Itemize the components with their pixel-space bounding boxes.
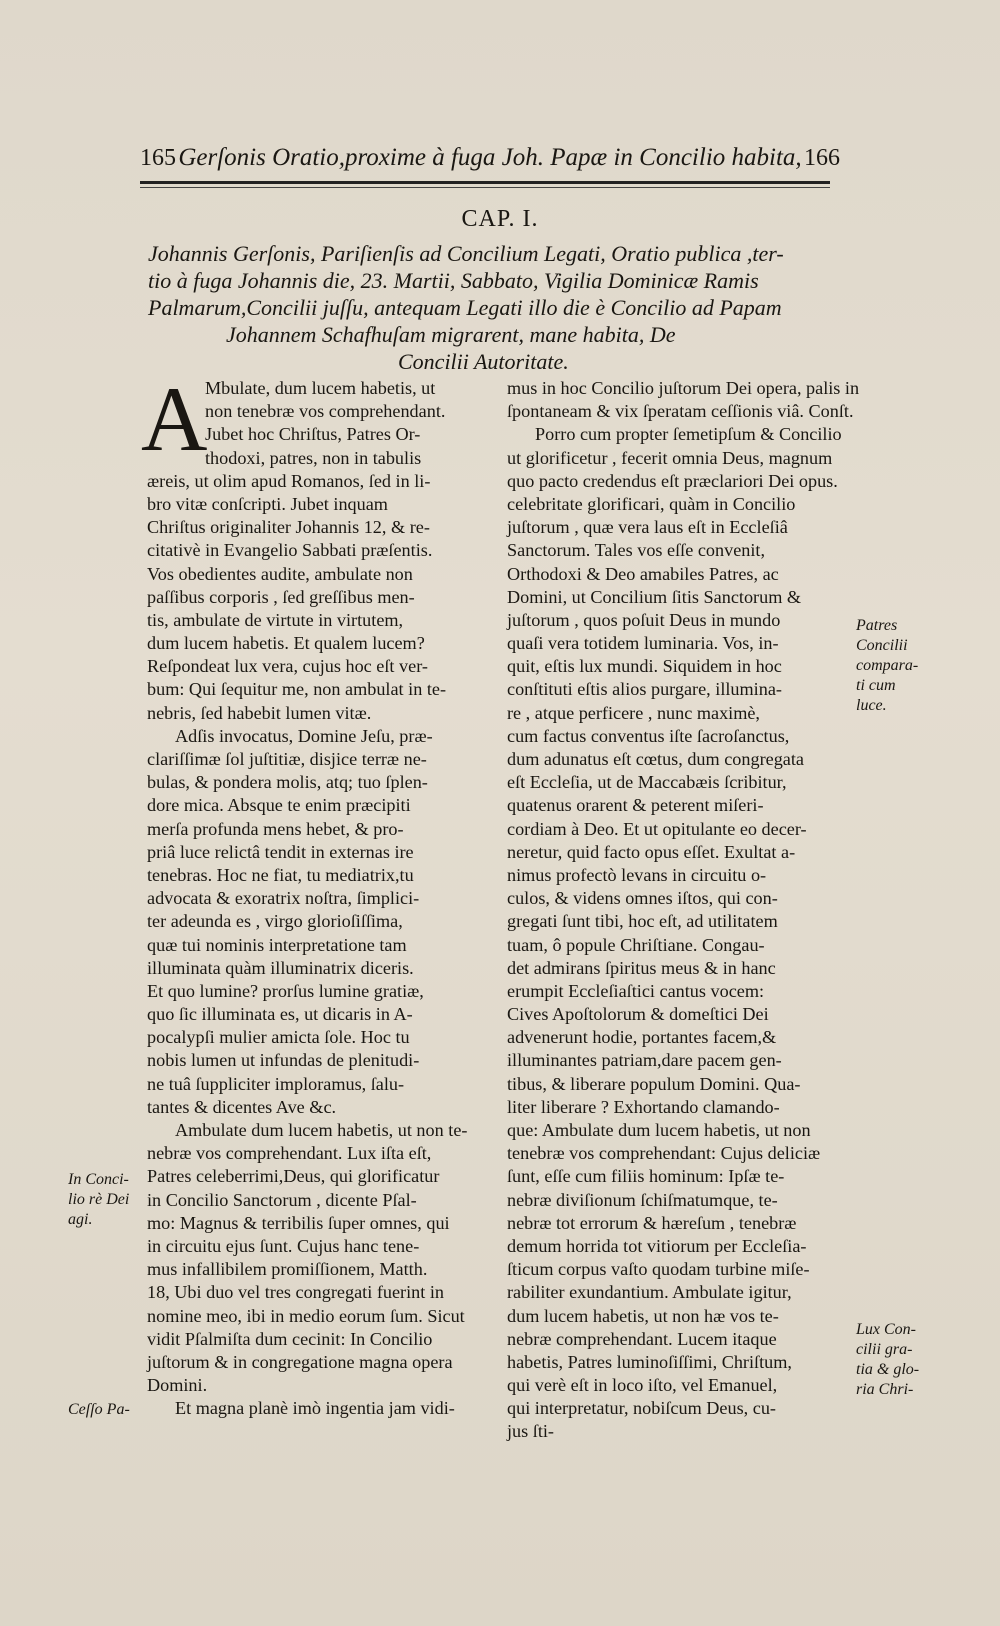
text-line: que: Ambulate dum lucem habetis, ut non (507, 1120, 811, 1140)
text-line: dum lucem habetis. Et qualem lucem? (147, 633, 425, 654)
text-line: juſtorum , quæ vera laus eſt in Eccleſiâ (507, 517, 788, 538)
text-line: ſpontaneam & vix ſperatam ceſſionis viâ. Conſt. (507, 401, 854, 422)
text-line: demum horrida tot vitiorum per Eccleſia- (507, 1235, 807, 1256)
text-line: juſtorum & in congregatione magna opera (147, 1351, 453, 1372)
heading-line: Johannis Gerſonis, Pariſienſis ad Concilium Legati, Oratio publica ,ter- (148, 241, 784, 266)
margin-note-line: Concilii (856, 637, 908, 654)
margin-note-line: Lux Con- (856, 1321, 916, 1338)
text-line: ter adeunda es , virgo glorioſiſſima, (147, 911, 403, 932)
text-line: Cives Apoſtolorum & domeſtici Dei (507, 1004, 769, 1025)
text-line: paſſibus corporis , ſed greſſibus men- (147, 586, 415, 607)
text-line: dum adunatus eſt cœtus, dum congregata (507, 749, 804, 769)
margin-note-line: tia & glo- (856, 1361, 920, 1378)
text-line: nimus profectò levans in circuitu o- (507, 864, 767, 885)
text-line: mus in hoc Concilio juſtorum Dei opera, palis in (507, 378, 860, 398)
text-line: nebræ vos comprehendant. Lux iſta eſt, (147, 1143, 432, 1164)
text-line: Reſpondeat lux vera, cujus hoc eſt ver- (147, 656, 428, 677)
text-line: gregati ſunt tibi, hoc eſt, ad utilitatem (507, 911, 778, 932)
text-line: Patres celeberrimi,Deus, qui glorificatur (147, 1166, 440, 1187)
margin-note-line: compara- (856, 657, 919, 674)
margin-note-line: cilii gra- (856, 1341, 913, 1358)
text-line: merſa profunda mens hebet, & pro- (147, 818, 404, 839)
text-line: re , atque perficere , nunc maximè, (507, 702, 760, 723)
text-line: erumpit Eccleſiaſtici cantus vocem: (507, 980, 765, 1001)
text-line: quit, eſtis lux mundi. Siquidem in hoc (507, 656, 782, 677)
text-line: bulas, & pondera molis, atq; tuo ſplen- (147, 772, 428, 793)
text-line: qui verè eſt in loco iſto, vel Emanuel, (507, 1375, 778, 1396)
text-line: illuminantes patriam,dare pacem gen- (507, 1050, 782, 1071)
text-line: illuminata quàm illuminatrix diceris. (147, 957, 414, 978)
text-line: Orthodoxi & Deo amabiles Patres, ac (507, 563, 779, 584)
margin-note-left-1 (68, 1170, 146, 1230)
text-line: mo: Magnus & terribilis ſuper omnes, qui (147, 1212, 450, 1233)
page-number-left: 165 (140, 144, 176, 171)
heading-line: Palmarum,Concilii juſſu, antequam Legati illo die è Concilio ad Papam (148, 295, 782, 320)
drop-cap: A (141, 368, 208, 470)
text-line: habetis, Patres luminoſiſſimi, Chriſtum, (507, 1351, 792, 1372)
text-line: quaſi vera totidem luminaria. Vos, in- (507, 633, 779, 654)
text-line: ne tuâ ſuppliciter imploramus, ſalu- (147, 1073, 405, 1094)
heading-line: tio à fuga Johannis die, 23. Martii, Sabbato, Vigilia Dominicæ Ramis (148, 268, 759, 293)
text-line: ſunt, eſſe cum filiis hominum: Ipſæ te- (507, 1166, 785, 1187)
margin-note-line: In Conci- (68, 1171, 129, 1188)
text-line: culos, & videns omnes iſtos, qui con- (507, 888, 778, 909)
text-line: in circuitu ejus ſunt. Cujus hanc tene- (147, 1235, 420, 1256)
text-line: in Concilio Sanctorum , dicente Pſal- (147, 1189, 417, 1210)
text-line: jus ſti- (507, 1421, 554, 1442)
running-title: Gerſonis Oratio,proxime à fuga Joh. Papæ in Concilio habita, (178, 144, 802, 171)
text-line: conſtituti eſtis alios purgare, illumina- (507, 679, 782, 700)
text-line: cordiam à Deo. Et ut opitulante eo decer- (507, 818, 807, 839)
text-line: Et magna planè imò ingentia jam vidi- (175, 1398, 455, 1419)
text-line: cum factus conventus iſte ſacroſanctus, (507, 725, 790, 746)
heading-line: Johannem Schafhuſam migrarent, mane habita, De (226, 322, 676, 347)
margin-note-line: ria Chri- (856, 1381, 914, 1398)
text-line: tis, ambulate de virtute in virtutem, (147, 609, 404, 630)
text-line: liter liberare ? Exhortando clamando- (507, 1096, 780, 1117)
margin-note-right-1 (856, 616, 936, 716)
chapter-label: CAP. I. (461, 206, 539, 232)
text-line: Porro cum propter ſemetipſum & Concilio (535, 424, 842, 445)
text-line: nebræ tot errorum & hæreſum , tenebræ (507, 1212, 797, 1233)
text-line: bum: Qui ſequitur me, non ambulat in te- (147, 679, 447, 700)
header-rule-thin (140, 187, 830, 188)
text-line: quæ tui nominis interpretatione tam (147, 934, 407, 955)
margin-note-line: agi. (68, 1211, 93, 1228)
text-line: Vos obedientes audite, ambulate non (147, 563, 413, 584)
text-line: quo ſic illuminata es, ut dicaris in A- (147, 1004, 413, 1025)
text-line: vidit Pſalmiſta dum cecinit: In Concilio (147, 1328, 433, 1349)
heading-line: Concilii Autoritate. (398, 349, 569, 374)
text-line: non tenebræ vos comprehendant. (205, 401, 446, 422)
right-column (507, 377, 860, 1444)
text-line: tibus, & liberare populum Domini. Qua- (507, 1073, 801, 1094)
text-line: eſt Eccleſia, ut de Maccabæis ſcribitur, (507, 772, 787, 793)
text-line: neretur, quid facto opus eſſet. Exultat a- (507, 841, 796, 862)
text-line: Domini. (147, 1375, 208, 1396)
text-line: tenebræ vos comprehendant: Cujus deliciæ (507, 1143, 821, 1164)
text-line: det admirans ſpiritus meus & in hanc (507, 957, 776, 978)
text-line: advenerunt hodie, portantes facem,& (507, 1027, 777, 1048)
text-line: dum lucem habetis, ut non hæ vos te- (507, 1305, 779, 1326)
header-rule-thick (140, 181, 830, 184)
text-line: Adſis invocatus, Domine Jeſu, præ- (175, 725, 433, 746)
margin-note-right-2 (856, 1320, 936, 1400)
text-line: æreis, ut olim apud Romanos, ſed in li- (147, 470, 431, 491)
text-line: celebritate glorificari, quàm in Concilio (507, 493, 796, 514)
text-line: qui interpretatur, nobiſcum Deus, cu- (507, 1398, 776, 1419)
text-line: mus infallibilem promiſſionem, Matth. (147, 1259, 428, 1280)
text-line: 18, Ubi duo vel tres congregati fuerint in (147, 1282, 444, 1303)
text-line: rabiliter exundantium. Ambulate igitur, (507, 1282, 792, 1303)
text-line: quo pacto credendus eſt præclariori Dei opus. (507, 470, 838, 491)
text-line: nomine meo, ibi in medio eorum ſum. Sicut (147, 1305, 465, 1326)
running-header (140, 138, 840, 178)
margin-note-left-2 (68, 1400, 146, 1420)
text-line: Mbulate, dum lucem habetis, ut (205, 378, 436, 398)
left-column (141, 368, 487, 1420)
text-line: clariſſimæ ſol juſtitiæ, disjice terræ ne- (147, 749, 427, 769)
text-line: priâ luce relictâ tendit in externas ire (147, 841, 414, 862)
page-number-right: 166 (804, 144, 840, 171)
margin-note-line: luce. (856, 697, 887, 714)
text-line: Chriſtus originaliter Johannis 12, & re- (147, 517, 430, 538)
text-line: tenebras. Hoc ne fiat, tu mediatrix,tu (147, 864, 414, 885)
text-line: ſticum corpus vaſto quodam turbine miſe- (507, 1259, 810, 1280)
text-line: nebræ comprehendant. Lucem itaque (507, 1328, 777, 1349)
text-line: Domini, ut Concilium ſitis Sanctorum & (507, 586, 802, 607)
text-line: nebræ diviſionum ſchiſmatumque, te- (507, 1189, 778, 1210)
margin-note-line: Ceſſo Pa- (68, 1401, 130, 1418)
text-line: ut glorificetur , fecerit omnia Deus, magnum (507, 447, 833, 468)
text-line: Sanctorum. Tales vos eſſe convenit, (507, 540, 766, 561)
text-line: advocata & exoratrix noſtra, ſimplici- (147, 888, 420, 909)
text-line: citativè in Evangelio Sabbati præſentis. (147, 540, 433, 561)
text-line: nebris, ſed habebit lumen vitæ. (147, 702, 372, 723)
text-line: Ambulate dum lucem habetis, ut non te- (175, 1120, 468, 1140)
text-line: pocalypſi mulier amicta ſole. Hoc tu (147, 1027, 410, 1048)
margin-note-line: Patres (856, 617, 898, 634)
text-line: Jubet hoc Chriſtus, Patres Or- (205, 424, 421, 445)
text-line: quatenus orarent & peterent miſeri- (507, 795, 764, 816)
text-line: nobis lumen ut infundas de plenitudi- (147, 1050, 420, 1071)
text-line: juſtorum , quos poſuit Deus in mundo (507, 609, 781, 630)
text-line: dore mica. Absque te enim præcipiti (147, 795, 411, 816)
chapter-heading (148, 240, 848, 375)
margin-note-line: ti cum (856, 677, 896, 694)
text-line: Et quo lumine? prorſus lumine gratiæ, (147, 980, 424, 1001)
text-line: tuam, ô popule Chriſtiane. Congau- (507, 934, 765, 955)
text-line: thodoxi, patres, non in tabulis (205, 447, 422, 468)
margin-note-line: lio rè Dei (68, 1191, 130, 1208)
text-line: bro vitæ conſcripti. Jubet inquam (147, 493, 388, 514)
text-line: tantes & dicentes Ave &c. (147, 1096, 337, 1117)
